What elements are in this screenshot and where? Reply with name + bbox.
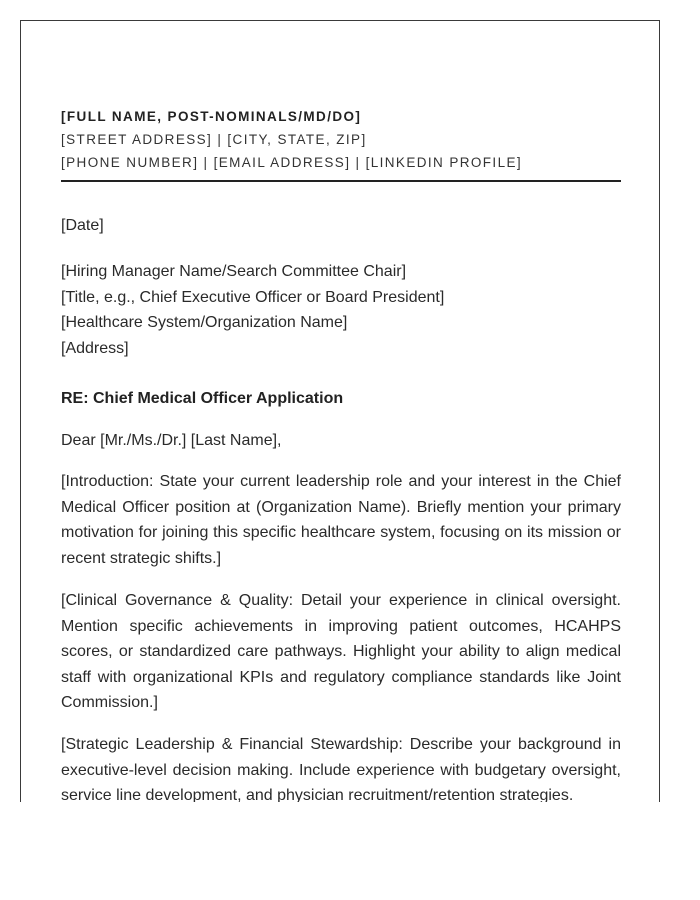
- recipient-block: [61, 259, 621, 362]
- sender-contact: [PHONE NUMBER] | [EMAIL ADDRESS] | [LINKEDIN PROFILE]: [61, 155, 523, 170]
- paragraph-strategic-leadership: [Strategic Leadership & Financial Stewardship: Describe your background in executive-level decision making. Include experience with budgetary oversight, service line development, and physician recruitment/retention strategies.: [61, 736, 621, 802]
- sender-name: [FULL NAME, POST-NOMINALS/MD/DO]: [61, 109, 362, 124]
- recipient-title: [Title, e.g., Chief Executive Officer or Board President]: [61, 288, 445, 306]
- subject-line: RE: Chief Medical Officer Application: [61, 390, 344, 407]
- letter-date: [Date]: [61, 217, 104, 234]
- header-divider: [61, 180, 621, 182]
- recipient-organization: [Healthcare System/Organization Name]: [61, 314, 348, 332]
- letterhead: [61, 105, 621, 174]
- recipient-address: [Address]: [61, 340, 129, 358]
- salutation: Dear [Mr./Ms./Dr.] [Last Name],: [61, 432, 282, 449]
- letter-page: [20, 20, 660, 802]
- paragraph-introduction: [Introduction: State your current leadership role and your interest in the Chief Medical Officer position at (Organization Name). Briefly mention your primary motivation for joining this specific healthcare system, focusing on its mission or recent strategic shifts.]: [61, 473, 621, 567]
- recipient-name: [Hiring Manager Name/Search Committee Chair]: [61, 263, 407, 280]
- sender-address: [STREET ADDRESS] | [CITY, STATE, ZIP]: [61, 132, 367, 147]
- paragraph-clinical-governance: [Clinical Governance & Quality: Detail your experience in clinical oversight. Mention specific achievements in improving patient outcomes, HCAHPS scores, or standardized care pathways. Highlight your ability to align medical staff with organizational KPIs and regulatory compliance standards like Joint Commission.]: [61, 592, 621, 711]
